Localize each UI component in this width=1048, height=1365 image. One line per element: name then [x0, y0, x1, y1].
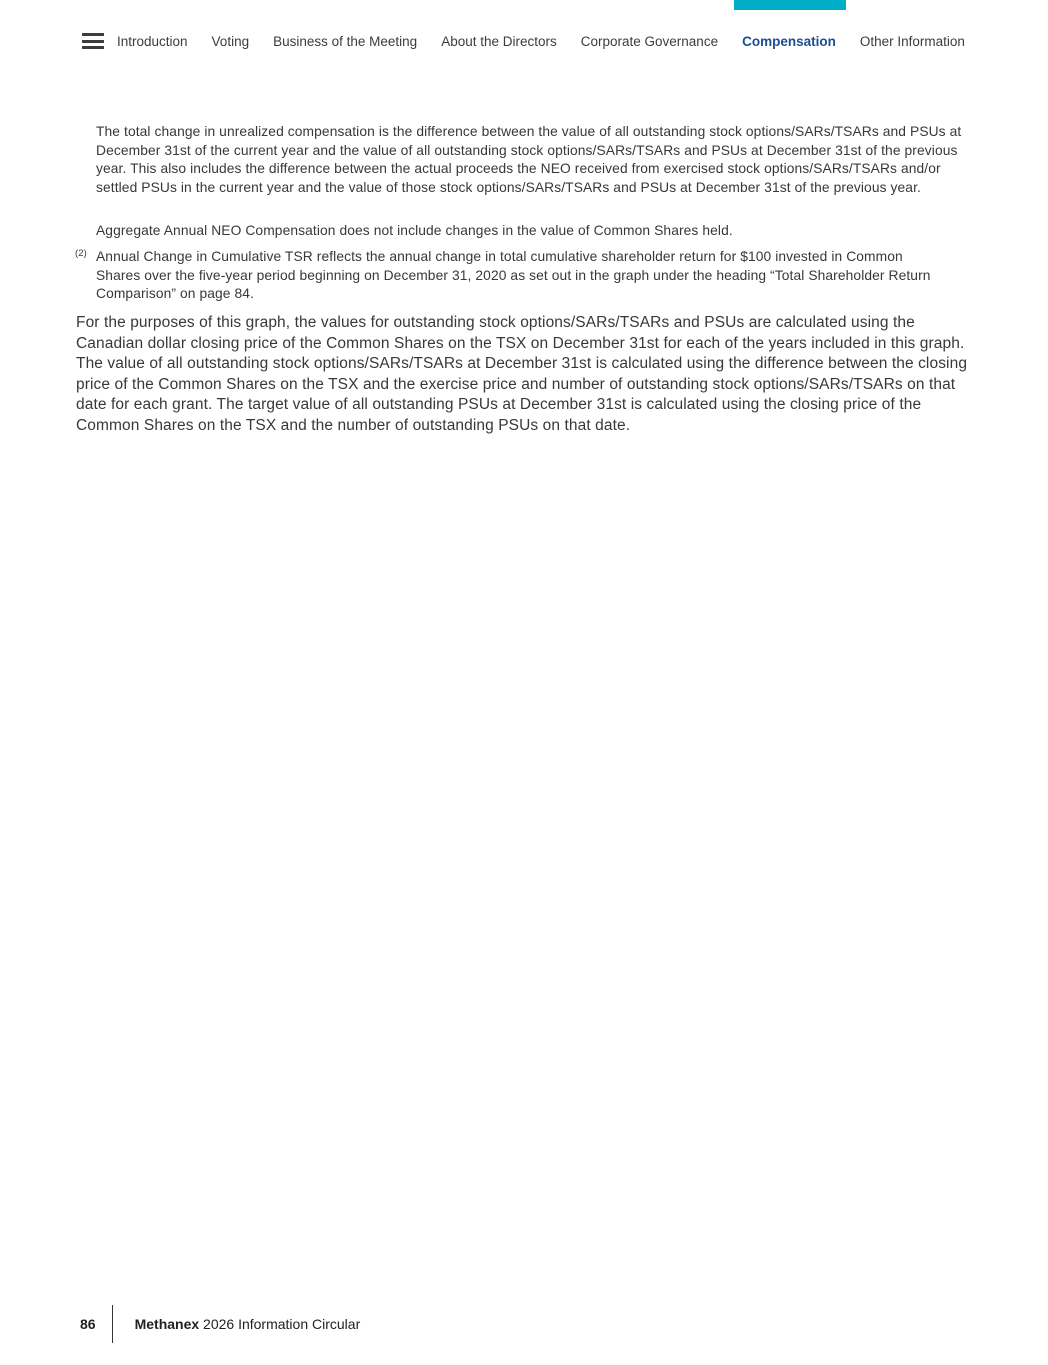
hamburger-bar [82, 40, 104, 43]
hamburger-menu-icon[interactable] [82, 33, 104, 49]
nav-item-voting[interactable]: Voting [211, 34, 250, 49]
page-number: 86 [80, 1316, 96, 1332]
nav-item-label: Compensation [742, 34, 836, 49]
closing-paragraph: For the purposes of this graph, the values for outstanding stock options/SARs/TSARs and PSUs are calculated using the Canadian dollar closing price of the Common Shares on the TSX on December 31st for each of the years included in this graph. The value of all outstanding stock options/SARs/TSARs at December 31st is calculated using the difference between the closing price of the Common Shares on the TSX and the exercise price and number of outstanding stock options/SARs/TSARs on that date for each grant. The target value of all outstanding PSUs at December 31st is calculated using the closing price of the Common Shares on the TSX and the number of outstanding PSUs on that date. [76, 314, 968, 434]
footer-brand: Methanex [134, 1316, 200, 1332]
footer-title-suffix: 2026 Information Circular [199, 1316, 361, 1332]
footnote-2-text: Annual Change in Cumulative TSR reflects the annual change in total cumulative shareholder return for $100 invested in Common Shares over the five-year period beginning on December 31, 2020 as set out in the graph under the heading “Total Shareholder Return Comparison” on page 84. [96, 249, 931, 302]
nav-item-other-information[interactable]: Other Information [859, 34, 965, 49]
top-navigation [117, 0, 965, 50]
active-tab-indicator [734, 0, 846, 10]
footnote-2 [75, 248, 942, 304]
nav-item-compensation[interactable] [742, 0, 836, 50]
footer-document-title [135, 1316, 361, 1332]
footnote1-continuation-paragraph: The total change in unrealized compensation is the difference between the value of all outstanding stock options/SARs/TSARs and PSUs at December 31st of the current year and the value of all outstanding stock options/SARs/TSARs and PSUs at December 31st of the previous year. This also includes the difference between the actual proceeds the NEO received from exercised stock options/SARs/TSARs and/or settled PSUs in the current year and the value of those stock options/SARs/TSARs and PSUs at December 31st of the previous year. [96, 124, 962, 196]
nav-item-business-of-the-meeting[interactable]: Business of the Meeting [273, 34, 418, 49]
hamburger-bar [82, 46, 104, 49]
page-footer [80, 1305, 360, 1343]
nav-item-corporate-governance[interactable]: Corporate Governance [580, 34, 719, 49]
footer-divider [112, 1305, 113, 1343]
footnote-2-marker: (2) [75, 248, 87, 259]
nav-item-introduction[interactable]: Introduction [117, 34, 188, 49]
nav-item-about-the-directors[interactable]: About the Directors [441, 34, 557, 49]
hamburger-bar [82, 33, 104, 36]
footnote1-aggregate-note: Aggregate Annual NEO Compensation does not include changes in the value of Common Shares held. [96, 223, 733, 238]
